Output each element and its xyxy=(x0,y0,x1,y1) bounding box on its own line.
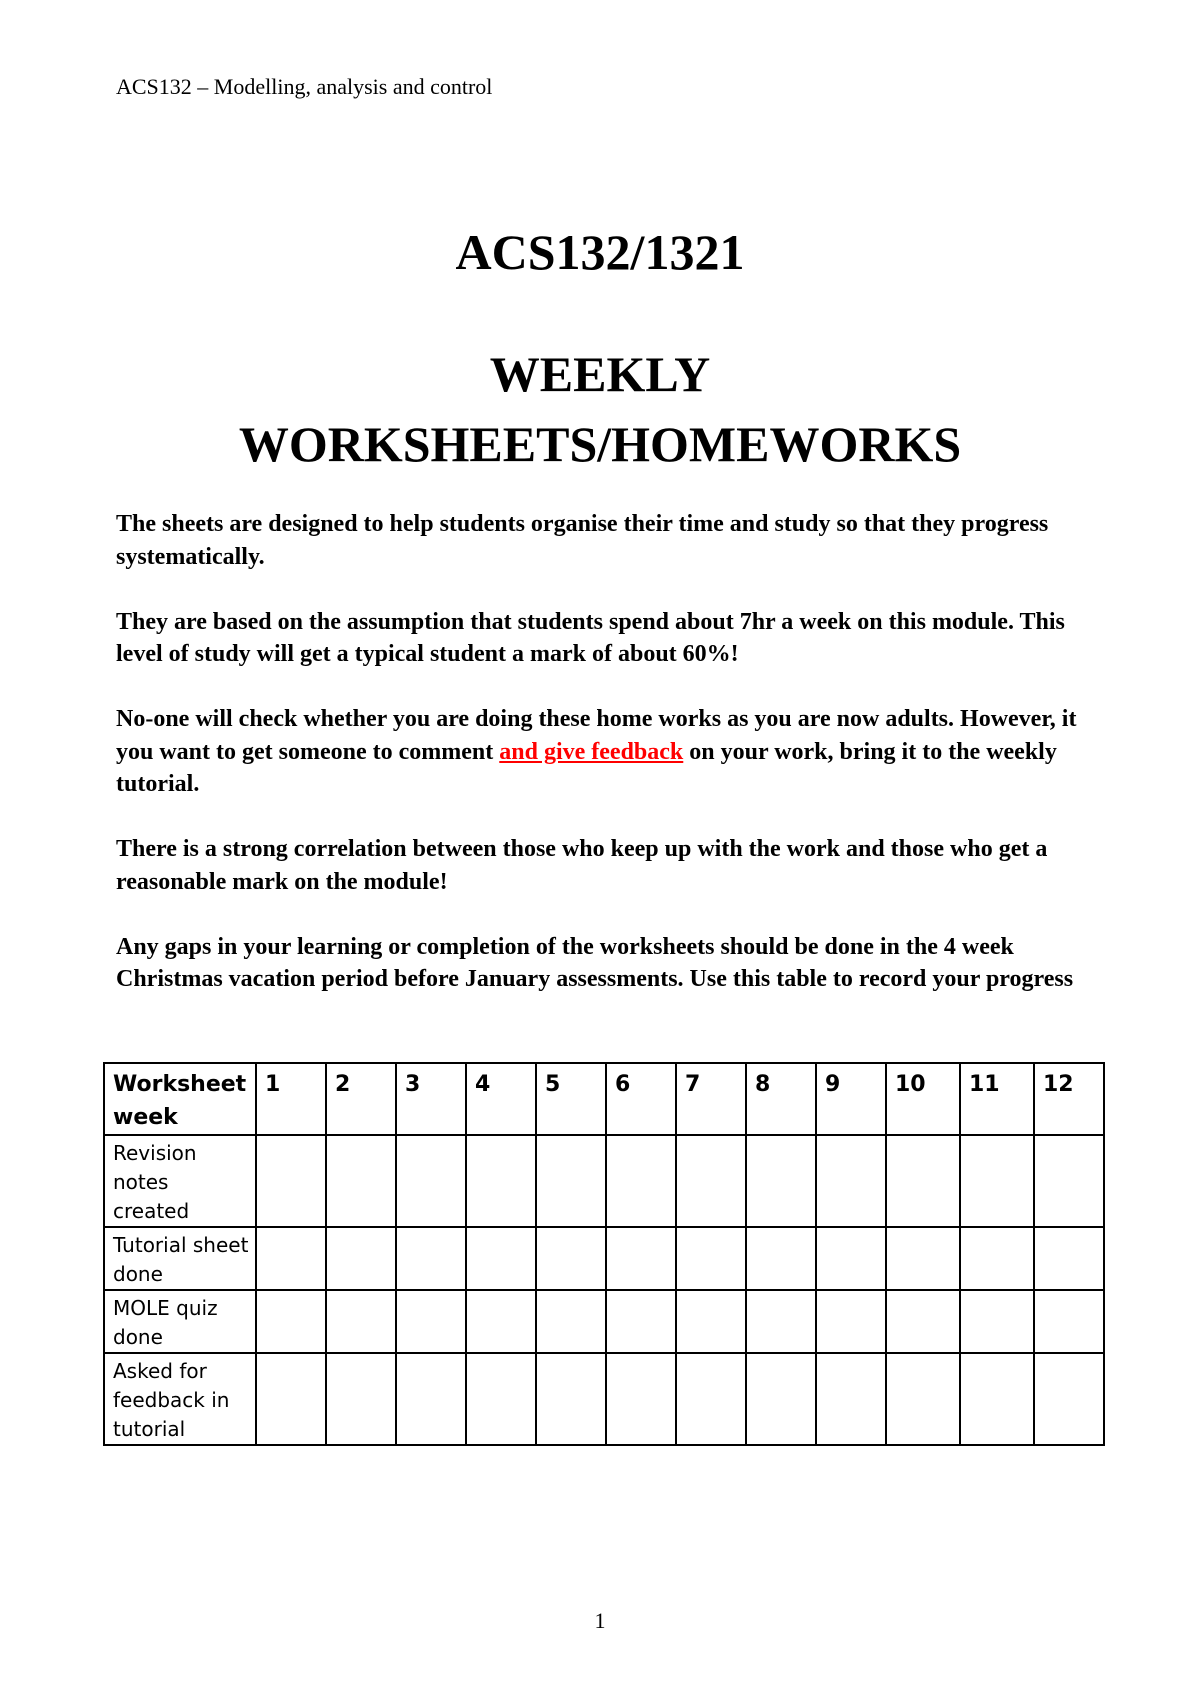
table-header-row xyxy=(104,1063,1104,1135)
progress-cell[interactable] xyxy=(256,1227,326,1290)
progress-cell[interactable] xyxy=(396,1135,466,1227)
progress-cell[interactable] xyxy=(816,1353,886,1445)
progress-cell[interactable] xyxy=(886,1290,960,1353)
week-header-6: 6 xyxy=(606,1063,676,1135)
paragraph-gaps: Any gaps in your learning or completion of the worksheets should be done in the 4 week Christmas vacation period before January assessments. Use this table to record your progress xyxy=(116,933,1074,992)
row-label-tutorial-sheet: Tutorial sheet done xyxy=(104,1227,256,1290)
progress-cell[interactable] xyxy=(536,1353,606,1445)
progress-cell[interactable] xyxy=(886,1135,960,1227)
progress-cell[interactable] xyxy=(816,1227,886,1290)
week-header-3: 3 xyxy=(396,1063,466,1135)
progress-cell[interactable] xyxy=(676,1227,746,1290)
week-header-10: 10 xyxy=(886,1063,960,1135)
progress-cell[interactable] xyxy=(746,1227,816,1290)
document-code-title: ACS132/1321 xyxy=(455,224,745,280)
progress-cell[interactable] xyxy=(1034,1353,1104,1445)
progress-cell[interactable] xyxy=(746,1353,816,1445)
week-header-9: 9 xyxy=(816,1063,886,1135)
table-row xyxy=(104,1227,1104,1290)
progress-cell[interactable] xyxy=(816,1290,886,1353)
progress-cell[interactable] xyxy=(960,1227,1034,1290)
progress-cell[interactable] xyxy=(606,1290,676,1353)
progress-cell[interactable] xyxy=(746,1135,816,1227)
progress-cell[interactable] xyxy=(886,1227,960,1290)
progress-cell[interactable] xyxy=(256,1290,326,1353)
week-header-4: 4 xyxy=(466,1063,536,1135)
table-row xyxy=(104,1135,1104,1227)
week-header-1: 1 xyxy=(256,1063,326,1135)
week-header-7: 7 xyxy=(676,1063,746,1135)
paragraph-purpose: The sheets are designed to help students organise their time and study so that they progress systematically. xyxy=(116,511,1049,570)
progress-table xyxy=(103,1062,1105,1446)
progress-cell[interactable] xyxy=(396,1353,466,1445)
progress-cell[interactable] xyxy=(960,1353,1034,1445)
progress-cell[interactable] xyxy=(326,1353,396,1445)
progress-cell[interactable] xyxy=(466,1135,536,1227)
table-row xyxy=(104,1353,1104,1445)
progress-cell[interactable] xyxy=(1034,1135,1104,1227)
progress-cell[interactable] xyxy=(960,1135,1034,1227)
week-header-2: 2 xyxy=(326,1063,396,1135)
document-title-line-2: WORKSHEETS/HOMEWORKS xyxy=(238,416,962,472)
progress-cell[interactable] xyxy=(676,1353,746,1445)
progress-cell[interactable] xyxy=(536,1135,606,1227)
progress-cell[interactable] xyxy=(1034,1290,1104,1353)
progress-cell[interactable] xyxy=(256,1353,326,1445)
progress-cell[interactable] xyxy=(606,1227,676,1290)
progress-cell[interactable] xyxy=(606,1353,676,1445)
document-title-line-1: WEEKLY xyxy=(489,346,711,402)
paragraph-correlation: There is a strong correlation between those who keep up with the work and those who get a reasonable mark on the module! xyxy=(116,836,1048,895)
progress-cell[interactable] xyxy=(326,1290,396,1353)
progress-cell[interactable] xyxy=(606,1135,676,1227)
progress-cell[interactable] xyxy=(676,1135,746,1227)
paragraph-feedback-end: on your work, bring it to the weekly tutorial. xyxy=(116,738,1057,797)
corner-header-cell: Worksheet week xyxy=(104,1063,256,1135)
paragraph-study-time: They are based on the assumption that students spend about 7hr a week on this module. This level of study will get a typical student a mark of about 60%! xyxy=(116,608,1065,667)
progress-cell[interactable] xyxy=(960,1290,1034,1353)
week-header-12: 12 xyxy=(1034,1063,1104,1135)
progress-cell[interactable] xyxy=(256,1135,326,1227)
paragraph-feedback xyxy=(116,703,1116,801)
progress-cell[interactable] xyxy=(536,1290,606,1353)
body-text xyxy=(116,508,1116,1028)
row-label-revision-notes: Revision notes created xyxy=(104,1135,256,1227)
week-header-5: 5 xyxy=(536,1063,606,1135)
progress-cell[interactable] xyxy=(396,1290,466,1353)
progress-cell[interactable] xyxy=(396,1227,466,1290)
running-header: ACS132 – Modelling, analysis and control xyxy=(116,74,493,99)
progress-cell[interactable] xyxy=(1034,1227,1104,1290)
row-label-feedback-tutorial: Asked for feedback in tutorial xyxy=(104,1353,256,1445)
progress-cell[interactable] xyxy=(326,1135,396,1227)
feedback-link[interactable]: and give feedback xyxy=(499,738,684,765)
page-number: 1 xyxy=(594,1608,606,1633)
progress-cell[interactable] xyxy=(816,1135,886,1227)
progress-cell[interactable] xyxy=(466,1290,536,1353)
week-header-8: 8 xyxy=(746,1063,816,1135)
table-row xyxy=(104,1290,1104,1353)
week-header-11: 11 xyxy=(960,1063,1034,1135)
progress-cell[interactable] xyxy=(466,1353,536,1445)
progress-cell[interactable] xyxy=(886,1353,960,1445)
paragraph-feedback-start: No-one will check whether you are doing these home works as you are now adults. However, it you want to get someone to comment xyxy=(116,706,1077,765)
row-label-mole-quiz: MOLE quiz done xyxy=(104,1290,256,1353)
progress-cell[interactable] xyxy=(536,1227,606,1290)
progress-cell[interactable] xyxy=(746,1290,816,1353)
progress-cell[interactable] xyxy=(466,1227,536,1290)
progress-cell[interactable] xyxy=(676,1290,746,1353)
progress-cell[interactable] xyxy=(326,1227,396,1290)
